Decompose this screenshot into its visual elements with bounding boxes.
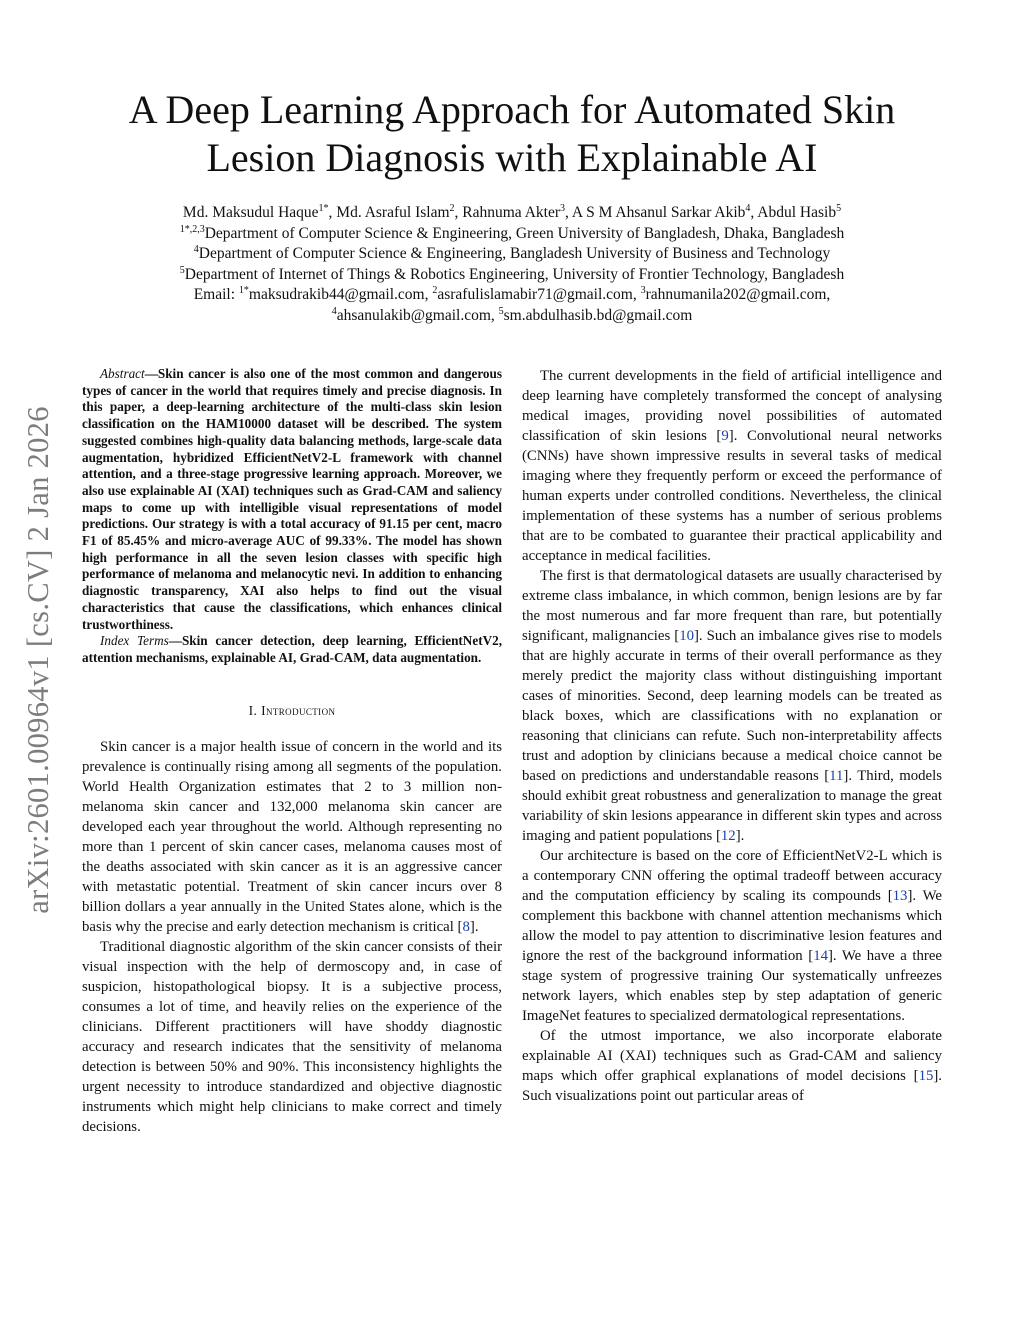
right-column: [522, 366, 942, 1106]
paragraph-text: ]. We complement this backbone with channel attention mechanisms which allow the model to pay attention to discriminative lesion features and ignore the rest of the background information [: [522, 888, 942, 964]
citation-link[interactable]: 12: [720, 828, 736, 844]
email-marker: 1*: [238, 285, 249, 296]
citation-link[interactable]: 10: [679, 628, 694, 644]
arxiv-identifier: arXiv:2601.00964v1 [cs.CV] 2 Jan 2026: [21, 406, 55, 914]
paragraph-text: ].: [735, 828, 745, 844]
email-marker: 5: [498, 305, 504, 317]
affiliation-text: Department of Internet of Things & Robotics Engineering, University of Frontier Technology, Bangladesh: [184, 265, 845, 283]
affiliation-text: Department of Computer Science & Engineering, Green University of Bangladesh, Dhaka, Bangladesh: [204, 224, 845, 242]
author-marker: 3: [559, 203, 565, 214]
paragraph: [522, 566, 942, 846]
email-address: maksudrakib44@gmail.com,: [248, 286, 433, 303]
affiliation-marker: 5: [179, 264, 185, 276]
index-terms: [82, 633, 502, 666]
paragraph-text: ].: [469, 918, 479, 935]
author-name: Md. Maksudul Haque: [182, 204, 319, 221]
paragraph: [522, 1026, 942, 1106]
email-address: ahsanulakib@gmail.com,: [336, 306, 499, 324]
email-address: rahnumanila202@gmail.com,: [645, 286, 831, 303]
paragraph: Traditional diagnostic algorithm of the skin cancer consists of their visual inspection with the help of dermoscopy and, in case of suspicion, histopathological biopsy. It is a subjective process, consumes a lot of time, and heavily relies on the experience of the clinicians. Different practitioners will have shoddy diagnostic accuracy and research indicates that the sensitivity of melanoma detection is between 50% and 90%. This inconsistency highlights the urgent necessity to introduce standardized and objective diagnostic instruments which might help clinicians to make correct and timely decisions.: [82, 938, 502, 1135]
email-label: Email:: [193, 286, 239, 303]
index-terms-text: —Skin cancer detection, deep learning, EfficientNetV2, attention mechanisms, explainable AI, Grad-CAM, data augmentation.: [82, 633, 502, 665]
email-address: sm.abdulhasib.bd@gmail.com: [503, 306, 693, 324]
author-marker: 2: [449, 203, 455, 214]
author-marker: 4: [745, 203, 751, 214]
paragraph-text: The current developments in the field of artificial intelligence and deep learning have completely transformed the concept of analysing medical images, providing novel possibilities of automated classification of skin lesions [: [522, 368, 942, 444]
affiliation-text: Department of Computer Science & Engineering, Bangladesh University of Business and Technology: [198, 245, 831, 262]
affiliation-marker: 1*,2,3: [179, 223, 205, 235]
author-name: , Md. Asraful Islam: [328, 204, 450, 221]
abstract-label: Abstract: [100, 366, 145, 381]
citation-link[interactable]: 15: [918, 1068, 934, 1084]
author-list: [82, 203, 942, 224]
arxiv-sidebar: [10, 380, 66, 940]
affiliation: [82, 265, 942, 286]
section-heading: [82, 701, 502, 721]
citation-link[interactable]: 9: [721, 428, 729, 444]
author-block: [82, 203, 942, 326]
paragraph-text: Skin cancer is a major health issue of concern in the world and its prevalence is continually rising among all segments of the population. World Health Organization estimates that 2 to 3 million non-melanoma skin cancer and 132,000 melanoma skin cancer are developed each year throughout the world. Although representing no more than 1 percent of skin cancer cases, melanoma causes most of the deaths associated with skin cancer as it is an aggressive cancer with metastatic potential. Treatment of skin cancer incurs over 8 billion dollars a year annually in the United States alone, which is the basis why the precise and early detection mechanism is critical [: [82, 738, 502, 935]
paragraph: [82, 737, 502, 937]
author-name: , Rahnuma Akter: [454, 204, 560, 221]
email-marker: 3: [640, 285, 646, 296]
paragraph-text: ]. Such an imbalance gives rise to models that are highly accurate in terms of their overall performance as they merely predict the majority class without distinguishing important cases of minorities. Second, deep learning models can be treated as black boxes, which are classifications with no explanation or reasoning that clinicians can refute. Such non-interpretability affects trust and adoption by clinicians because a medical choice cannot be based on predictions and understandable reasons [: [522, 628, 942, 784]
citation-link[interactable]: 14: [813, 948, 828, 964]
email-marker: 2: [432, 285, 438, 296]
paragraph-text: ]. We have a three stage system of progressive training Our systematically unfreezes network layers, which enables step by step adaptation of generic ImageNet features to specialized dermatological representations.: [522, 948, 942, 1024]
author-marker: 1*: [318, 203, 329, 214]
section-title: Introduction: [261, 702, 336, 718]
citation-link[interactable]: 8: [462, 918, 470, 935]
paragraph: [522, 846, 942, 1026]
abstract-text: —Skin cancer is also one of the most common and dangerous types of cancer in the world that requires timely and precise diagnosis. In this paper, a deep-learning architecture of the multi-class skin lesion classification on the HAM10000 dataset will be described. The system suggested combines high-quality data balancing methods, large-scale data augmentation, hybridized EfficientNetV2-L framework with channel attention, and a three-stage progressive learning approach. Moreover, we also use explainable AI (XAI) techniques such as Grad-CAM and saliency maps to come up with intelligible visual representations of model predictions. Our strategy is with a total accuracy of 91.15 per cent, macro F1 of 85.45% and micro-average AUC of 99.33%. The model has shown high performance in all the seven lesion classes with specific high performance of melanoma and melanocytic nevi. In addition to enhancing diagnostic transparency, XAI also helps to find out the visual characteristics that cause the classifications, which enhances clinical trustworthiness.: [82, 366, 502, 632]
section-number: I.: [248, 702, 262, 718]
citation-link[interactable]: 13: [892, 888, 908, 904]
paragraph-text: ]. Such visualizations point out particular areas of: [522, 1068, 942, 1104]
abstract: [82, 366, 502, 633]
email-marker: 4: [331, 305, 337, 317]
paragraph-text: The first is that dermatological datasets are usually characterised by extreme class imbalance, in which common, benign lesions are by far the most numerous and far more frequent than rare, but potentially significant, malignancies [: [522, 568, 942, 644]
email-line: [82, 306, 942, 327]
paragraph: [522, 366, 942, 566]
citation-link[interactable]: 11: [829, 768, 844, 784]
author-name: , A S M Ahsanul Sarkar Akib: [564, 204, 746, 221]
paragraph-text: ]. Convolutional neural networks (CNNs) have shown impressive results in several tasks of medical imaging where they frequently perform or exceed the performance of human experts under controlled conditions. Nevertheless, the clinical implementation of these systems has a number of serious problems that are to be combated to guarantee their practical applicability and acceptance in medical facilities.: [522, 428, 942, 564]
affiliation-marker: 4: [193, 244, 199, 255]
paragraph-text: Of the utmost importance, we also incorporate elaborate explainable AI (XAI) techniques such as Grad-CAM and saliency maps which offer graphical explanations of model decisions [: [522, 1028, 942, 1084]
author-marker: 5: [836, 203, 842, 214]
paragraph-text: ]. Third, models should exhibit great robustness and generalization to manage the great variability of skin lesions appearance in different skin types and across imaging and patient populations [: [522, 768, 942, 844]
email-line: [82, 285, 942, 306]
paper-title: A Deep Learning Approach for Automated Skin Lesion Diagnosis with Explainable AI: [128, 87, 896, 180]
affiliation: [82, 224, 942, 245]
index-terms-label: Index Terms: [100, 633, 169, 649]
affiliation: [82, 244, 942, 265]
author-name: , Abdul Hasib: [750, 204, 837, 221]
left-column: [82, 366, 502, 1137]
paragraph-text: Our architecture is based on the core of EfficientNetV2-L which is a contemporary CNN offering the optimal tradeoff between accuracy and the computation efficiency by scaling its compounds [: [522, 848, 942, 904]
email-address: asrafulislamabir71@gmail.com,: [437, 286, 641, 303]
